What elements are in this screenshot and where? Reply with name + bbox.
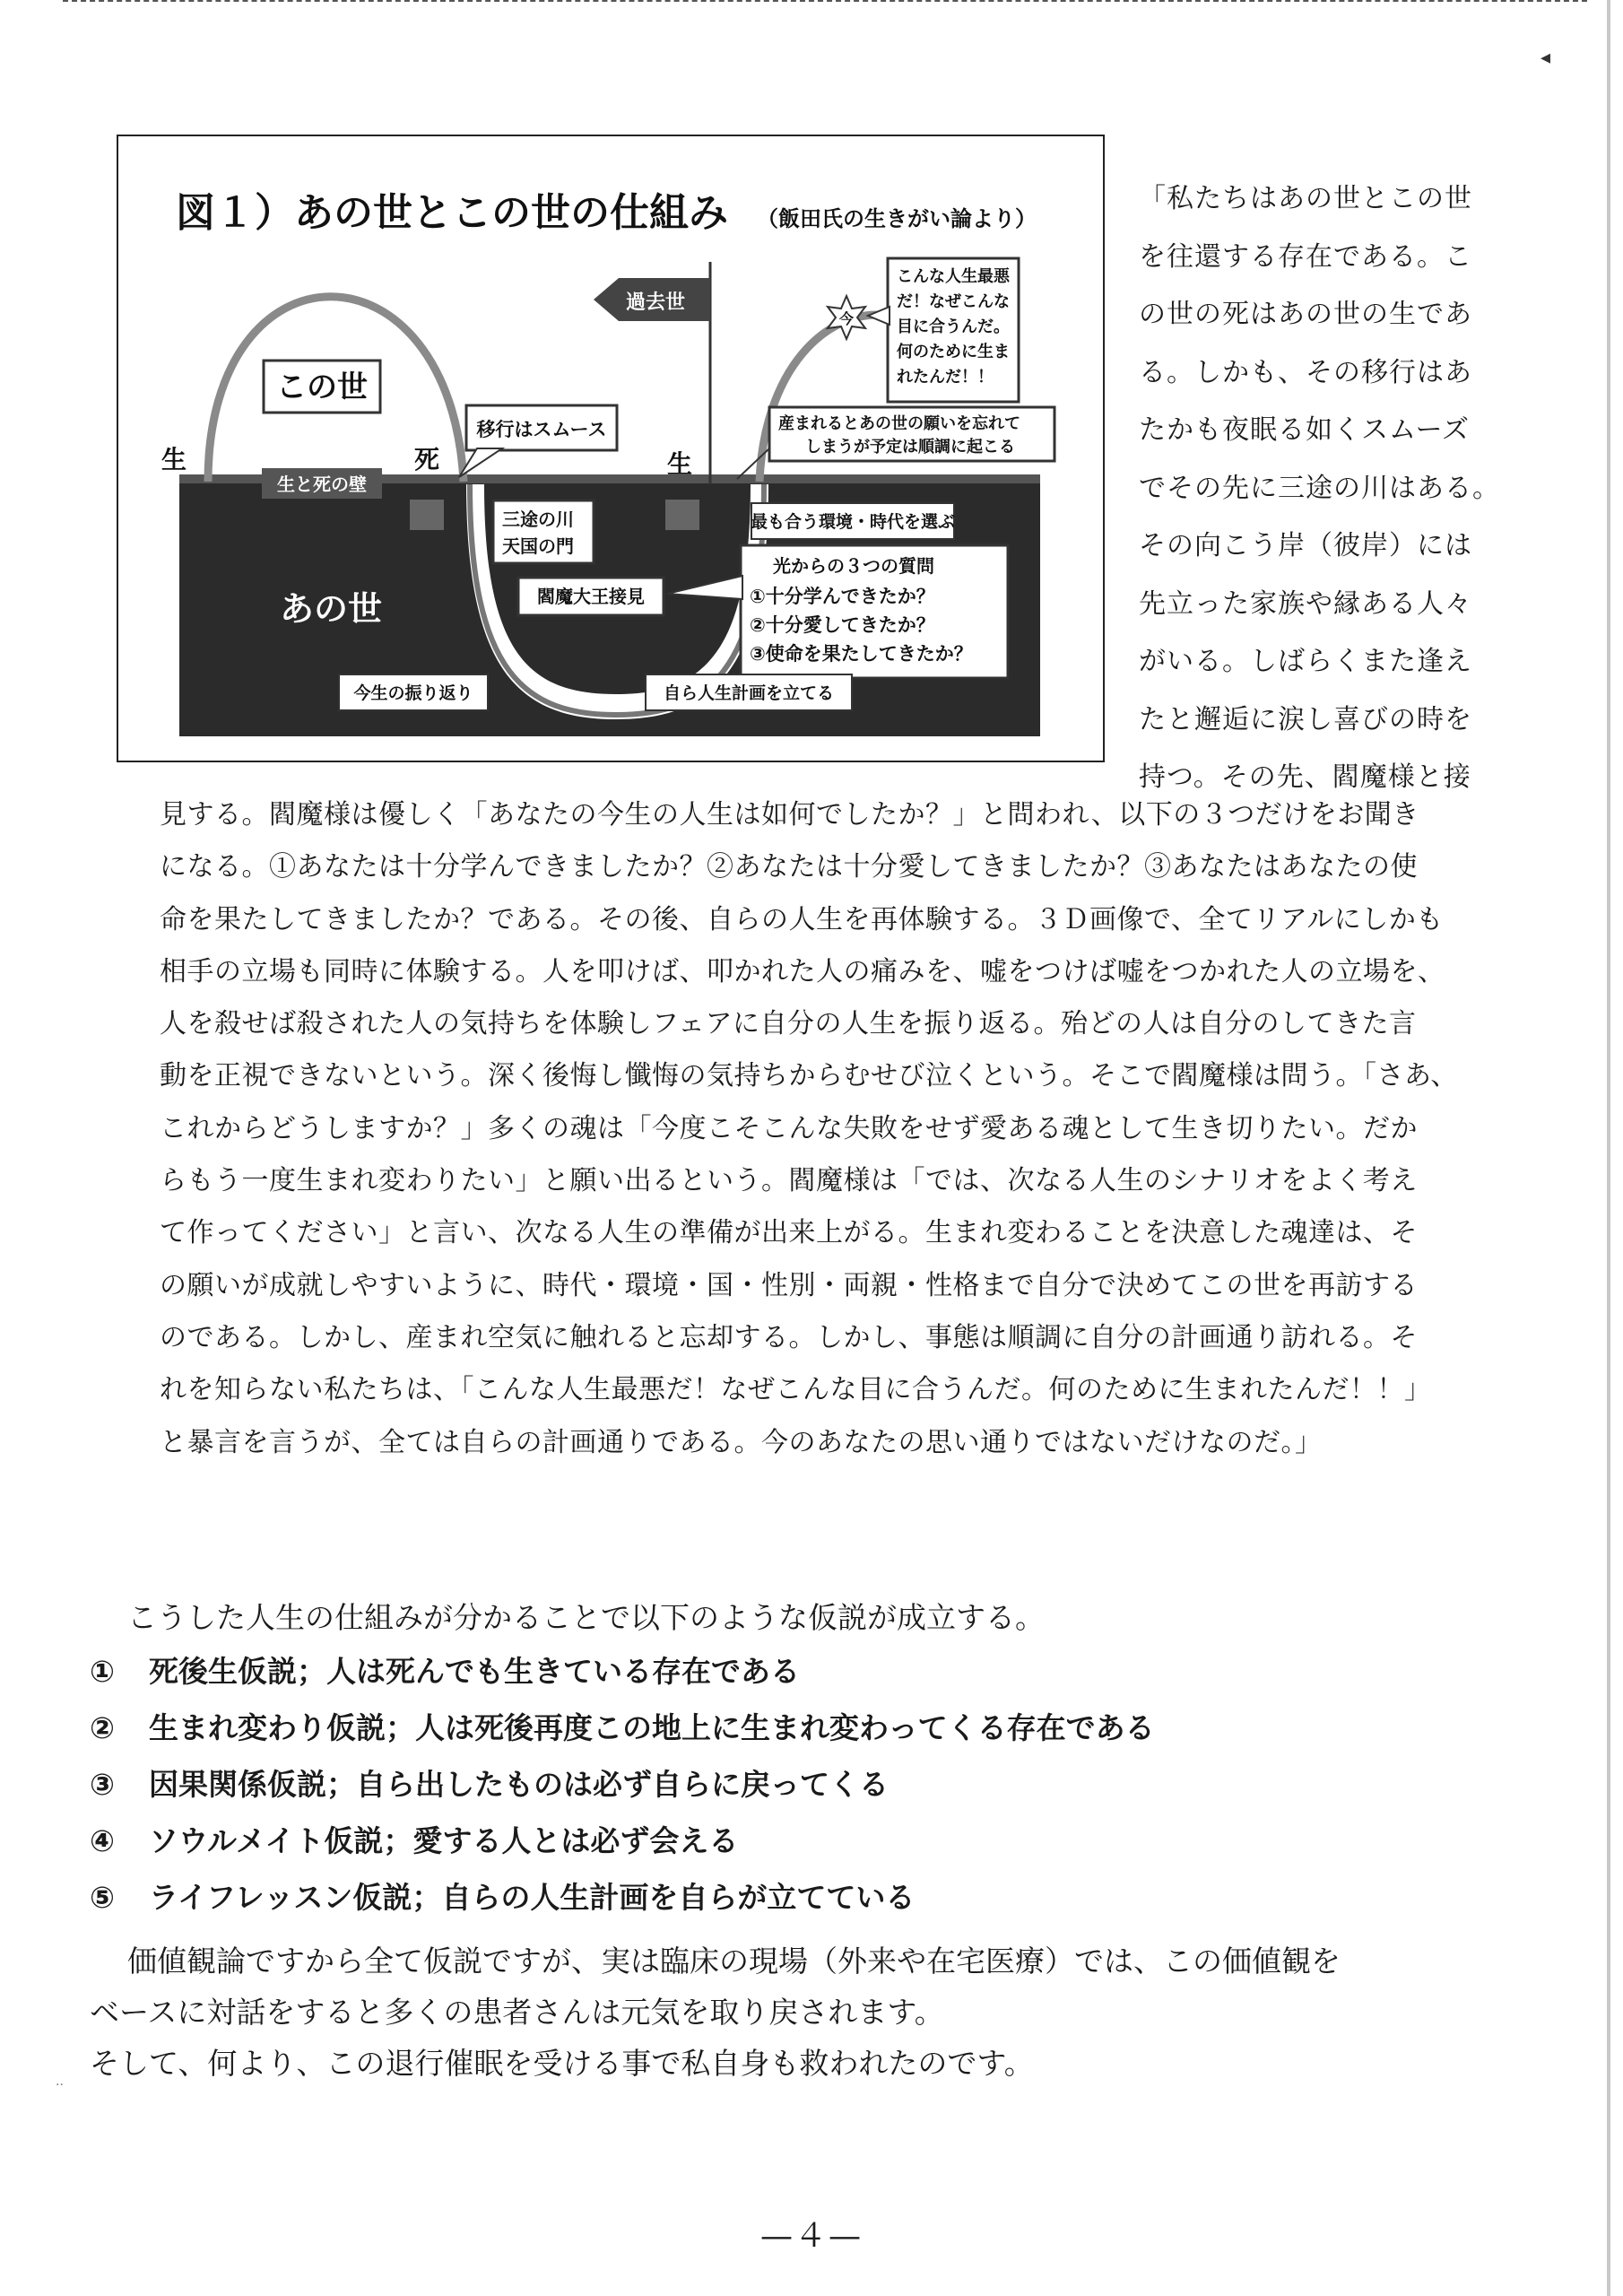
now-label: 今: [838, 310, 855, 327]
hypothesis-number: ③: [90, 1767, 115, 1802]
closing-paragraph: [90, 1935, 1341, 2089]
death-marker: [410, 500, 444, 530]
enma-label: 閻魔大王接見: [537, 586, 645, 607]
choose-label: 最も合う環境・時代を選ぶ: [750, 512, 956, 532]
complaint-text: こんな人生最悪 だ！なぜこんな 目に合うんだ。 何のために生ま れたんだ！！: [897, 267, 1010, 387]
hypothesis-number: ①: [90, 1654, 115, 1689]
review-label: 今生の振り返り: [353, 683, 473, 703]
page-edge-shadow: [1607, 0, 1610, 2296]
hypothesis-item: [90, 1643, 1155, 1700]
paragraph-line: と暴言を言うが、全ては自らの計画通りである。今のあなたの思い通りではないだけなのだ。」: [160, 1426, 1323, 1458]
hypothesis-number: ⑤: [90, 1880, 115, 1915]
hypothesis-item: [90, 1756, 1155, 1813]
scan-speck: ··: [56, 2078, 64, 2092]
hypothesis-item: [90, 1700, 1155, 1756]
paragraph-line: て作ってください」と言い、次なる人生の準備が出来上がる。生まれ変わることを決意した魂達は、そ: [160, 1217, 1418, 1249]
paragraph-line: 動を正視できないという。深く後悔し懺悔の気持ちからむせび泣くという。そこで閻魔様は問う。「さあ、: [160, 1060, 1458, 1092]
side-text-line: たと邂逅に涙し喜びの時を: [1139, 703, 1472, 735]
hypothesis-text: 因果関係仮説；自ら出したものは必ず自らに戻ってくる: [149, 1767, 889, 1802]
paragraph-line: れを知らない私たちは、「こんな人生最悪だ！なぜこんな目に合うんだ。何のために生まれたんだ！！」: [160, 1374, 1432, 1406]
side-text-line: たかも夜眠る如くスムーズ: [1139, 414, 1470, 446]
hypothesis-text: ライフレッスン仮説；自らの人生計画を自らが立てている: [149, 1880, 916, 1915]
questions-list: ①十分学んできたか？ ②十分愛してきたか？ ③使命を果たしてきたか？: [750, 586, 973, 665]
paragraph-line: 見する。閻魔様は優しく「あなたの今生の人生は如何でしたか？」と問われ、以下の３つだけをお聞き: [160, 799, 1419, 831]
paragraph-line: 命を果たしてきましたか？である。その後、自らの人生を再体験する。３Ｄ画像で、全てリアルにしかも: [160, 903, 1444, 935]
wall-label: 生と死の壁: [277, 474, 367, 495]
side-text-line: る。しかも、その移行はあ: [1139, 356, 1472, 388]
side-text-line: を往還する存在である。こ: [1139, 240, 1472, 273]
side-text-line: その向こう岸（彼岸）には: [1139, 530, 1472, 561]
complaint-callout-tail: [868, 307, 890, 325]
side-text-line: がいる。しばらくまた逢え: [1139, 646, 1472, 677]
paragraph-line: 人を殺せば殺された人の気持ちを体験しフェアに自分の人生を振り返る。殆どの人は自分のしてきた言: [160, 1008, 1417, 1040]
figure-title: 図１）あの世とこの世の仕組み: [176, 190, 728, 236]
figure-diagram: [118, 136, 1103, 761]
plan-label: 自ら人生計画を立てる: [663, 683, 835, 703]
corner-mark: ◂: [1541, 47, 1551, 69]
side-text-line: 先立った家族や縁ある人々: [1139, 587, 1472, 620]
hypothesis-number: ②: [90, 1710, 115, 1745]
birth-marker: [665, 500, 699, 530]
other-world-label: あの世: [280, 589, 383, 629]
past-life-label: 過去世: [626, 291, 686, 314]
figure-subtitle: （飯田氏の生きがい論より）: [757, 206, 1037, 231]
sanzu-text: 三途の川 天国の門: [502, 509, 574, 557]
birth-label-right: 生: [667, 449, 693, 479]
questions-title: 光からの３つの質問: [773, 555, 934, 577]
main-paragraph: [160, 789, 1549, 1469]
hypotheses-intro: こうした人生の仕組みが分かることで以下のような仮説が成立する。: [127, 1600, 1045, 1635]
paragraph-line: 相手の立場も同時に体験する。人を叩けば、叩かれた人の痛みを、嘘をつけば嘘をつかれた人の立場を、: [160, 955, 1445, 987]
this-world-label: この世: [276, 370, 368, 405]
paragraph-line: になる。①あなたは十分学んできましたか？②あなたは十分愛してきましたか？③あなたはあなたの使: [160, 851, 1418, 883]
side-column-text: [1139, 170, 1515, 807]
death-label: 死: [414, 445, 440, 474]
hypothesis-text: 死後生仮説；人は死んでも生きている存在である: [149, 1654, 800, 1689]
side-text-line: でその先に三途の川はある。: [1139, 472, 1500, 504]
closing-line: そして、何より、この退行催眠を受ける事で私自身も救われたのです。: [90, 2046, 1034, 2081]
hypotheses-list: [90, 1643, 1155, 1926]
transition-label: 移行はスムース: [476, 419, 607, 440]
hypothesis-item: [90, 1813, 1155, 1869]
closing-line: ベースに対話をすると多くの患者さんは元気を取り戻されます。: [90, 1995, 944, 2030]
figure: [117, 135, 1105, 762]
paragraph-line: のである。しかし、産まれ空気に触れると忘却する。しかし、事態は順調に自分の計画通り訪れる。そ: [160, 1321, 1418, 1353]
paragraph-line: らもう一度生まれ変わりたい」と願い出るという。閻魔様は「では、次なる人生のシナリオをよく考え: [160, 1165, 1418, 1197]
page-top-rule: [63, 0, 1587, 4]
birth-label-left: 生: [161, 445, 187, 474]
paragraph-line: これからどうしますか？」多くの魂は「今度こそこんな失敗をせず愛ある魂として生き切りたい。だか: [160, 1112, 1418, 1144]
born-note-text: 産まれるとあの世の願いを忘れて しまうが予定は順調に起こる: [778, 414, 1020, 457]
side-text-line: 「私たちはあの世とこの世: [1139, 183, 1472, 214]
hypothesis-number: ④: [90, 1823, 115, 1858]
closing-line: 価値観論ですから全て仮説ですが、実は臨床の現場（外来や在宅医療）では、この価値観を: [127, 1944, 1341, 1979]
hypothesis-text: 生まれ変わり仮説；人は死後再度この地上に生まれ変わってくる存在である: [149, 1710, 1155, 1745]
side-text-line: 持つ。その先、閻魔様と接: [1139, 761, 1471, 793]
hypothesis-text: ソウルメイト仮説；愛する人とは必ず会える: [149, 1823, 739, 1858]
paragraph-line: の願いが成就しやすいように、時代・環境・国・性別・両親・性格まで自分で決めてこの世を再訪する: [160, 1269, 1418, 1301]
page-number: —４—: [759, 2218, 863, 2255]
hypothesis-item: [90, 1869, 1155, 1926]
side-text-line: の世の死はあの世の生であ: [1139, 299, 1472, 330]
